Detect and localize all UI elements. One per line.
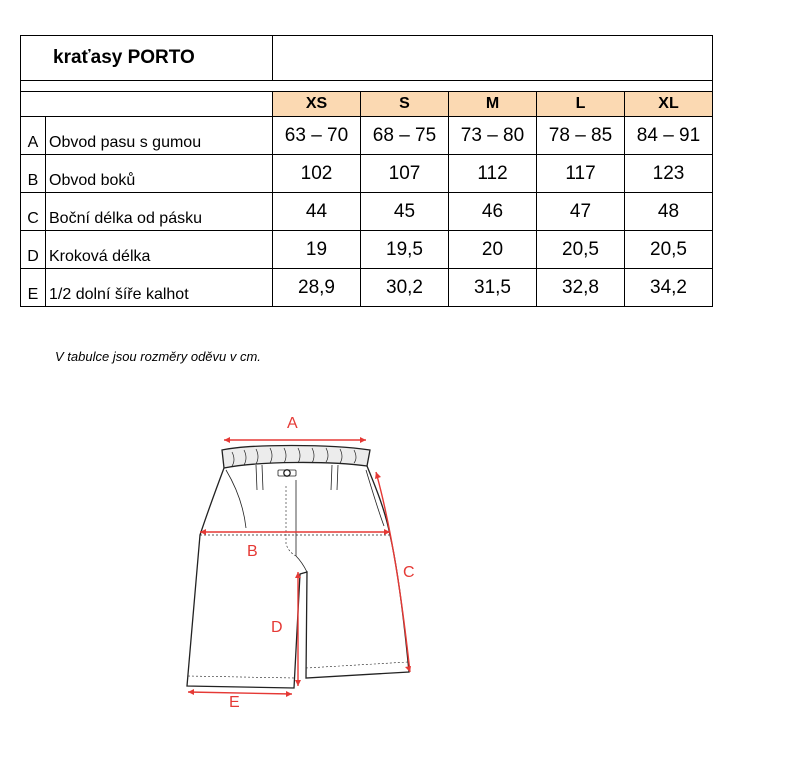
- row-value: 73 – 80: [449, 117, 537, 155]
- row-letter: B: [21, 155, 46, 193]
- table-row: [21, 155, 713, 193]
- hem-right: [306, 662, 408, 668]
- row-value: 20,5: [537, 231, 625, 269]
- row-value: 112: [449, 155, 537, 193]
- row-value: 47: [537, 193, 625, 231]
- button: [284, 470, 290, 476]
- row-value: 30,2: [361, 269, 449, 307]
- row-value: 44: [273, 193, 361, 231]
- size-header-xl: XL: [625, 92, 713, 117]
- label-c: C: [403, 564, 415, 581]
- label-a: A: [287, 415, 298, 432]
- row-value: 107: [361, 155, 449, 193]
- shorts-measurement-illustration: [170, 405, 440, 715]
- row-value: 45: [361, 193, 449, 231]
- row-value: 68 – 75: [361, 117, 449, 155]
- table-row: [21, 117, 713, 155]
- row-value: 20: [449, 231, 537, 269]
- row-letter: E: [21, 269, 46, 307]
- row-name: Obvod pasu s gumou: [46, 117, 273, 155]
- belt-loop-right: [331, 465, 338, 490]
- label-d: D: [271, 619, 283, 636]
- row-name: 1/2 dolní šíře kalhot: [46, 269, 273, 307]
- table-row: [21, 193, 713, 231]
- title-row: [21, 36, 713, 81]
- fly-seam: [296, 480, 307, 572]
- row-value: 48: [625, 193, 713, 231]
- hem-left: [188, 676, 294, 678]
- size-header-xs: XS: [273, 92, 361, 117]
- title-blank-cell: [273, 36, 713, 81]
- size-header-s: S: [361, 92, 449, 117]
- label-e: E: [229, 694, 240, 711]
- size-table: [20, 35, 713, 307]
- pocket-left: [226, 470, 246, 528]
- pocket-right: [366, 470, 384, 526]
- table-row: [21, 269, 713, 307]
- table-title: kraťasy PORTO: [21, 36, 273, 81]
- row-value: 46: [449, 193, 537, 231]
- row-value: 123: [625, 155, 713, 193]
- row-value: 31,5: [449, 269, 537, 307]
- row-value: 84 – 91: [625, 117, 713, 155]
- row-value: 19,5: [361, 231, 449, 269]
- row-value: 102: [273, 155, 361, 193]
- row-name: Obvod boků: [46, 155, 273, 193]
- row-value: 117: [537, 155, 625, 193]
- row-value: 63 – 70: [273, 117, 361, 155]
- size-header-l: L: [537, 92, 625, 117]
- row-name: Kroková délka: [46, 231, 273, 269]
- row-value: 28,9: [273, 269, 361, 307]
- row-letter: C: [21, 193, 46, 231]
- fly-stitch: [286, 486, 296, 556]
- row-name: Boční délka od pásku: [46, 193, 273, 231]
- belt-loop-left: [256, 465, 263, 490]
- size-header-m: M: [449, 92, 537, 117]
- row-letter: D: [21, 231, 46, 269]
- spacer-cell: [21, 81, 713, 92]
- header-blank-cell: [21, 92, 273, 117]
- table-row: [21, 231, 713, 269]
- spacer-row: [21, 81, 713, 92]
- row-letter: A: [21, 117, 46, 155]
- row-value: 32,8: [537, 269, 625, 307]
- row-value: 34,2: [625, 269, 713, 307]
- row-value: 19: [273, 231, 361, 269]
- row-value: 20,5: [625, 231, 713, 269]
- label-b: B: [247, 543, 258, 560]
- size-header-row: [21, 92, 713, 117]
- row-value: 78 – 85: [537, 117, 625, 155]
- units-note: V tabulce jsou rozměry oděvu v cm.: [55, 349, 261, 364]
